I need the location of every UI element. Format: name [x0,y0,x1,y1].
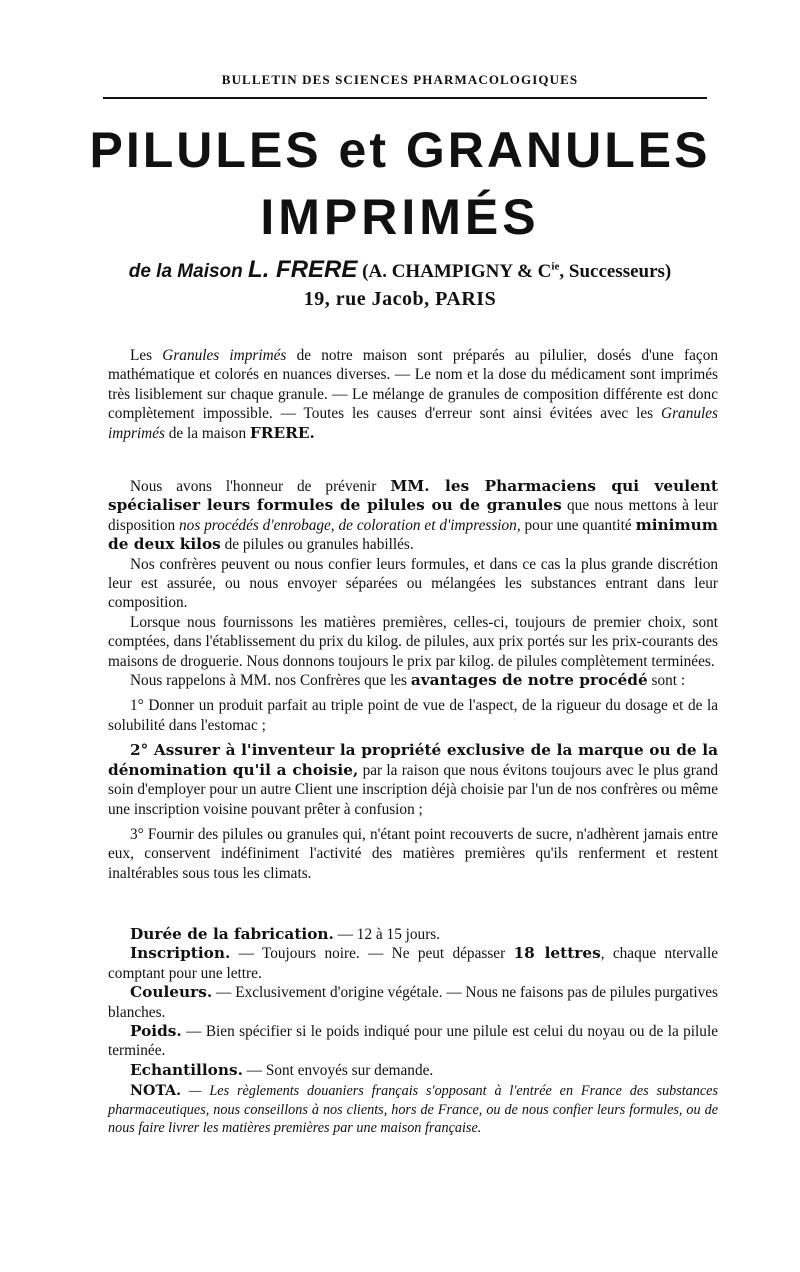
para4: Lorsque nous fournissons les matières premières, celles-ci, toujours de premier choix, sont comptées, dans l'établissement du prix du kilog. de pilules, aux prix portés sur les prix-courants des maisons de droguerie. Nous donnons toujours le prix par kilog. de pilules complètement terminées. [108,613,718,670]
successors-after: , Successeurs) [559,261,672,282]
header-rule [103,97,707,99]
nota-paragraph [108,1082,718,1138]
para1-b: Granules imprimés [162,347,287,364]
para5-c: sont : [647,672,686,690]
point-2 [108,741,718,819]
main-text [108,477,718,883]
point-2-a: 2° Assurer à l'inventeur la propriété exclusive de la marque ou de la dénomination qu'il a choisie, [108,741,718,779]
para5-b: avantages de notre procédé [410,671,648,690]
address-line: 19, rue Jacob, PARIS [303,288,497,310]
para2-a: Nous avons l'honneur de prévenir [130,478,391,495]
title-line-2: IMPRIMÉS [260,189,540,245]
couleurs-item [108,983,718,1022]
echantillons-text: — Sont envoyés sur demande. [242,1061,434,1079]
para2-d: nos procédés d'enrobage, de coloration et d'impression, [179,516,521,534]
inscription-text-a: — Toujours noire. — Ne peut dépasser [230,945,514,963]
para1-a: Les [130,347,163,364]
para2-c: que nous mettons à leur disposition [108,497,718,534]
successors-sup: ie [551,260,560,273]
maison-initial: L. [248,256,277,283]
couleurs-label: Couleurs. [130,983,213,1002]
para1-c: de notre maison sont préparés au pilulier, dosés d'une façon mathématique et colorés en nuances diverses. — Le nom et la dose du médicament sont imprimés très lisiblement sur chaque granule. — Le mélange de granules de composition différente est donc complètement impossible. — Toutes les causes d'erreur sont ainsi évitées avec les [108,347,718,423]
para1-d: Granules imprimés [108,405,718,442]
maison-prefix: de la Maison [128,261,249,282]
duree-item [108,925,718,944]
para2 [108,477,718,555]
intro-paragraph [108,346,718,443]
inscription-text-c: , chaque ntervalle comptant pour une lettre. [108,945,719,982]
para1-f: FRERE. [249,423,315,442]
para5-a: Nous rappelons à MM. nos Confrères que les [130,672,411,690]
echantillons-label: Echantillons. [130,1060,243,1079]
echantillons-item [108,1061,718,1080]
point-3: 3° Fournir des pilules ou granules qui, n'étant point recouverts de sucre, n'adhèrent jamais entre eux, conservent indéfiniment l'activité des matières premières qu'ils renferment et restent inaltérables sous tous les climats. [108,825,718,882]
inscription-text-b: 18 lettres [513,944,601,963]
nota-text: — Les règlements douaniers français s'opposant à l'entrée en France des substances pharmaceutiques, nous conseillons à nos clients, hors de France, ou de nous confier leurs formules, ou de nous faire livrer les matières premières par une maison française. [108,1083,718,1136]
para5 [108,671,718,690]
specifications [108,925,718,1080]
title-line-1: PILULES et GRANULES [89,122,711,178]
successors-before: (A. CHAMPIGNY & C [357,261,552,282]
poids-label: Poids. [130,1022,182,1041]
couleurs-text: — Exclusivement d'origine végétale. — Nous ne faisons pas de pilules purgatives blanches. [108,984,718,1021]
poids-item [108,1022,718,1061]
para2-b: MM. les Pharmaciens qui veulent spécialiser leurs formules de pilules ou de granules [108,477,718,515]
duree-text: — 12 à 15 jours. [333,926,441,943]
maison-line [0,256,800,284]
para2-e: pour une quantité [520,516,636,534]
para1-e: de la maison [164,424,250,442]
para2-f: minimum de deux kilos [108,515,718,554]
duree-label: Durée de la fabrication. [130,925,334,943]
nota-label: NOTA. [130,1083,182,1099]
maison-name: FRERE [276,256,358,283]
point-2-b: par la raison que nous évitons toujours avec le plus grand soin d'employer pour un autre Client une inscription déjà choisie par l'un de nos confrères ou même une inscription voisine pouvant prêter à confusion ; [108,761,718,818]
inscription-item [108,944,718,983]
inscription-label: Inscription. [130,944,231,963]
running-head: BULLETIN DES SCIENCES PHARMACOLOGIQUES [221,72,579,87]
para3: Nos confrères peuvent ou nous confier leurs formules, et dans ce cas la plus grande discrétion leur est assurée, ou nous envoyer séparées ou mélangées les substances entrant dans leur composition. [108,555,718,612]
poids-text: — Bien spécifier si le poids indiqué pour une pilule est celui du noyau ou de la pilule terminée. [108,1023,718,1060]
point-1: 1° Donner un produit parfait au triple point de vue de l'aspect, de la rigueur du dosage et de la solubilité dans l'estomac ; [108,697,718,734]
para2-g: de pilules ou granules habillés. [220,536,414,554]
